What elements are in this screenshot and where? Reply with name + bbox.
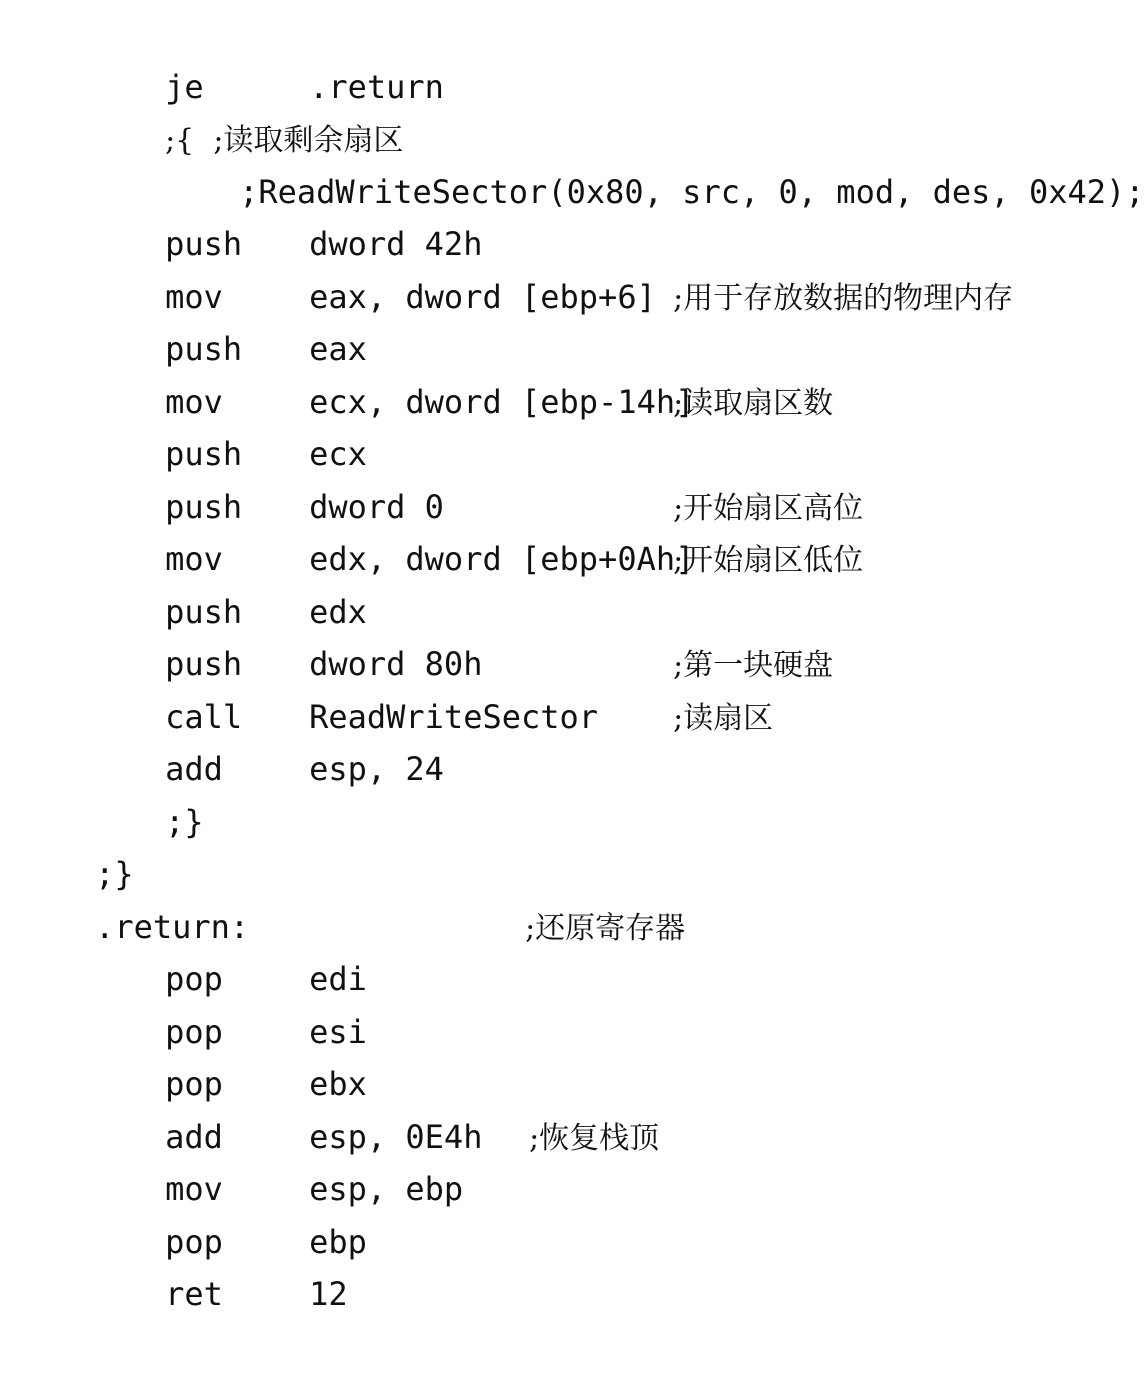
- operands: esp, 0E4h: [309, 1117, 521, 1156]
- operands: ebx: [309, 1065, 367, 1103]
- comment: ;读取扇区数: [673, 385, 834, 421]
- mnemonic: pop: [165, 960, 223, 998]
- mnemonic: push: [165, 435, 243, 473]
- mnemonic: pop: [165, 1065, 223, 1103]
- mnemonic: push: [165, 330, 243, 368]
- mnemonic: push: [165, 487, 243, 526]
- mnemonic: push: [165, 645, 243, 683]
- mnemonic: mov: [165, 382, 223, 421]
- mnemonic: mov: [165, 1170, 223, 1208]
- operands: dword 0: [309, 487, 444, 526]
- operands: edi: [309, 960, 367, 998]
- mnemonic: add: [165, 750, 223, 788]
- comment-block-close: ;}: [95, 855, 134, 893]
- comment: ;读扇区: [673, 700, 774, 736]
- mnemonic: call: [165, 697, 243, 736]
- operands: 12: [309, 1275, 348, 1313]
- comment: ;恢复栈顶: [529, 1120, 660, 1156]
- mnemonic: add: [165, 1117, 223, 1156]
- label: .return:: [95, 907, 250, 946]
- comment: ;还原寄存器: [525, 910, 686, 946]
- operands: ebp: [309, 1222, 367, 1261]
- mnemonic: je: [165, 67, 204, 106]
- code-line: [18, 8, 1145, 106]
- mnemonic: mov: [165, 540, 223, 578]
- operands: esi: [309, 1012, 367, 1051]
- mnemonic: pop: [165, 1012, 223, 1051]
- mnemonic: push: [165, 225, 243, 263]
- code-listing: [18, 8, 1145, 1313]
- comment-block-close: ;}: [165, 802, 204, 841]
- operands: edx: [309, 592, 367, 631]
- comment-block-open: ;{ ;读取剩余扇区: [165, 123, 404, 158]
- operands: ecx, dword [ebp-14h]: [309, 382, 695, 421]
- comment: ;开始扇区低位: [673, 543, 864, 578]
- mnemonic: pop: [165, 1222, 223, 1261]
- operands: ecx: [309, 435, 367, 473]
- operands: esp, ebp: [309, 1170, 464, 1208]
- operands: ReadWriteSector: [309, 697, 599, 736]
- comment: ;开始扇区高位: [673, 490, 864, 526]
- mnemonic: push: [165, 592, 243, 631]
- operands: .return: [309, 67, 444, 106]
- operands: edx, dword [ebp+0Ah]: [309, 540, 695, 578]
- comment-call-signature: ;ReadWriteSector(0x80, src, 0, mod, des, 0x42);: [239, 172, 1145, 211]
- operands: dword 42h: [309, 225, 483, 263]
- operands: eax: [309, 330, 367, 368]
- mnemonic: mov: [165, 277, 223, 316]
- operands: eax, dword [ebp+6]: [309, 277, 695, 316]
- operands: esp, 24: [309, 750, 444, 788]
- code-line: [18, 848, 1145, 946]
- comment: ;第一块硬盘: [673, 648, 834, 683]
- operands: dword 80h: [309, 645, 483, 683]
- mnemonic: ret: [165, 1275, 223, 1313]
- comment: ;用于存放数据的物理内存: [673, 280, 1014, 316]
